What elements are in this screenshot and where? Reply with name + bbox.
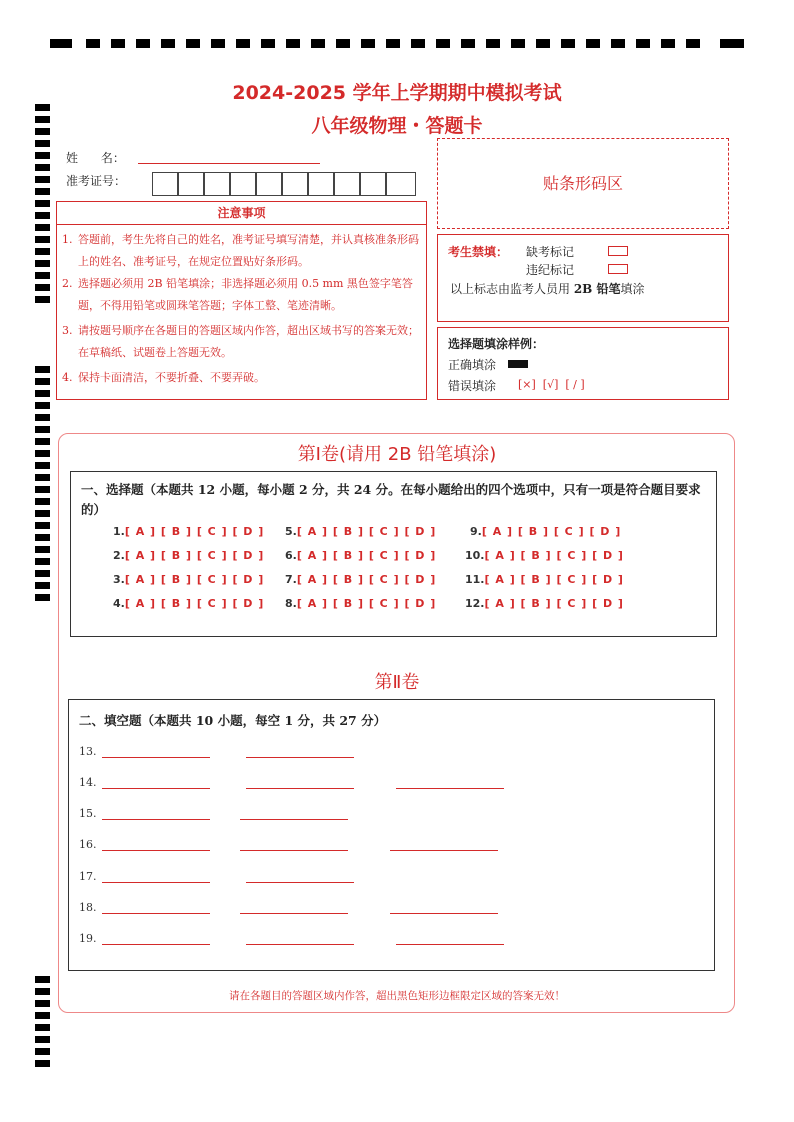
answer-blank[interactable] (390, 850, 498, 851)
answer-options[interactable]: [ A ] [ B ] [ C ] [ D ] (296, 525, 437, 538)
timing-mark (186, 39, 200, 48)
timing-mark (35, 582, 50, 589)
timing-mark (35, 522, 50, 529)
timing-mark (35, 390, 50, 397)
timing-mark (636, 39, 650, 48)
timing-mark (336, 39, 350, 48)
timing-mark (50, 39, 72, 48)
answer-blank[interactable] (246, 882, 354, 883)
timing-mark (561, 39, 575, 48)
exam-id-cell[interactable] (204, 172, 230, 196)
timing-mark (35, 140, 50, 147)
mc-question (113, 525, 264, 538)
answer-options[interactable]: [ A ] [ B ] [ C ] [ D ] (296, 549, 437, 562)
timing-mark (586, 39, 600, 48)
answer-blank[interactable] (102, 788, 210, 789)
timing-mark (35, 366, 50, 373)
question-number: 6. (285, 549, 297, 562)
timing-mark (35, 152, 50, 159)
timing-mark (35, 200, 50, 207)
fill-question-number: 16. (79, 838, 97, 851)
exam-id-cell[interactable] (178, 172, 204, 196)
timing-mark (35, 1012, 50, 1019)
mc-question (465, 549, 624, 562)
notice-item-number: 3. (62, 324, 73, 337)
timing-mark (35, 260, 50, 267)
timing-mark (35, 570, 50, 577)
fill-section-title: 二、填空题（本题共 10 小题，每空 1 分，共 27 分） (79, 713, 387, 728)
answer-options[interactable]: [ A ] [ B ] [ C ] [ D ] (124, 549, 265, 562)
timing-mark (35, 104, 50, 111)
notice-item-text: 请按题号顺序在各题目的答题区域内作答，超出区域书写的答案无效；在草稿纸、试题卷上答题无效。 (78, 324, 419, 359)
timing-mark (286, 39, 300, 48)
timing-mark (35, 414, 50, 421)
mc-question (285, 597, 436, 610)
timing-mark (86, 39, 100, 48)
timing-mark (386, 39, 400, 48)
question-number: 3. (113, 573, 125, 586)
timing-mark (536, 39, 550, 48)
notice-item-text: 保持卡面清洁，不要折叠、不要弄破。 (78, 371, 265, 384)
answer-blank[interactable] (102, 882, 210, 883)
answer-blank[interactable] (102, 913, 210, 914)
exam-id-cell[interactable] (256, 172, 282, 196)
timing-mark (35, 272, 50, 279)
notice-item-number: 1. (62, 233, 73, 246)
question-number: 11. (465, 573, 485, 586)
timing-mark (35, 558, 50, 565)
question-number: 4. (113, 597, 125, 610)
timing-mark (35, 212, 50, 219)
proctor-box (437, 234, 729, 322)
page-title: 2024-2025 学年上学期期中模拟考试 (232, 82, 562, 104)
fill-question-number: 13. (79, 745, 97, 758)
answer-blank[interactable] (240, 819, 348, 820)
answer-blank[interactable] (396, 944, 504, 945)
question-number: 2. (113, 549, 125, 562)
question-number: 9. (470, 525, 482, 538)
notice-item (62, 367, 424, 389)
timing-mark (35, 594, 50, 601)
timing-mark (35, 510, 50, 517)
mc-section-title: 一、选择题（本题共 12 小题，每小题 2 分，共 24 分。在每小题给出的四个选项中，只有一项是符合题目要求的） (81, 482, 701, 517)
proctor-note-suffix: 填涂 (620, 282, 645, 296)
barcode-label: 贴条形码区 (542, 174, 623, 193)
notice-item-text: 答题前，考生先将自己的姓名，准考证号填写清楚，并认真核准条形码上的姓名、准考证号，在规定位置贴好条形码。 (78, 233, 419, 268)
notice-item (62, 320, 424, 364)
fill-question-number: 14. (79, 776, 97, 789)
footer-warning: 请在各题目的答题区域内作答，超出黑色矩形边框限定区域的答案无效！ (229, 990, 565, 1002)
timing-mark (161, 39, 175, 48)
answer-blank[interactable] (396, 788, 504, 789)
mc-question (285, 573, 436, 586)
exam-id-cell[interactable] (360, 172, 386, 196)
mc-question (285, 525, 436, 538)
notice-item-number: 2. (62, 277, 73, 290)
timing-mark (35, 188, 50, 195)
page-subtitle: 八年级物理・答题卡 (311, 115, 483, 137)
fill-question-number: 19. (79, 932, 97, 945)
wrong-fill-samples: [×] [√] [ / ] (518, 378, 585, 391)
timing-mark (35, 1036, 50, 1043)
fill-question-number: 15. (79, 807, 97, 820)
timing-mark (35, 474, 50, 481)
timing-mark (311, 39, 325, 48)
timing-mark (35, 248, 50, 255)
answer-blank[interactable] (102, 944, 210, 945)
timing-mark (461, 39, 475, 48)
answer-options[interactable]: [ A ] [ B ] [ C ] [ D ] (124, 597, 265, 610)
answer-options[interactable]: [ A ] [ B ] [ C ] [ D ] (124, 525, 265, 538)
timing-mark (35, 534, 50, 541)
answer-blank[interactable] (240, 913, 348, 914)
question-number: 1. (113, 525, 125, 538)
proctor-note-prefix: 以上标志由监考人员用 (450, 282, 574, 296)
mc-question (113, 573, 264, 586)
proctor-title: 考生禁填： (448, 245, 509, 259)
answer-options[interactable]: [ A ] [ B ] [ C ] [ D ] (481, 525, 622, 538)
notice-item-text: 选择题必须用 2B 铅笔填涂；非选择题必须用 0.5 mm 黑色签字笔答题，不得用铅笔或圆珠笔答题；字体工整、笔迹清晰。 (78, 277, 413, 312)
notice-item (62, 229, 424, 273)
fill-question-number: 17. (79, 870, 97, 883)
sample-box (437, 327, 729, 400)
answer-options[interactable]: [ A ] [ B ] [ C ] [ D ] (484, 573, 624, 586)
timing-mark (35, 176, 50, 183)
mc-question (465, 597, 624, 610)
violation-mark-box[interactable] (608, 264, 628, 274)
timing-mark (35, 1048, 50, 1055)
absent-mark-box[interactable] (608, 246, 628, 256)
timing-mark (35, 284, 50, 291)
timing-mark (35, 1024, 50, 1031)
correct-fill-sample (508, 360, 528, 368)
answer-blank[interactable] (390, 913, 498, 914)
answer-options[interactable]: [ A ] [ B ] [ C ] [ D ] (296, 573, 437, 586)
exam-id-cell[interactable] (282, 172, 308, 196)
violation-label: 违纪标记 (526, 263, 575, 277)
timing-mark (511, 39, 525, 48)
mc-question (470, 525, 621, 538)
exam-id-label: 准考证号： (66, 174, 127, 188)
timing-mark (35, 426, 50, 433)
part1-title: 第Ⅰ卷(请用 2B 铅笔填涂) (297, 444, 497, 465)
timing-mark (611, 39, 625, 48)
answer-options[interactable]: [ A ] [ B ] [ C ] [ D ] (484, 549, 624, 562)
timing-mark (35, 378, 50, 385)
notice-item-number: 4. (62, 371, 73, 384)
answer-blank[interactable] (102, 757, 210, 758)
timing-mark (35, 546, 50, 553)
timing-mark (686, 39, 700, 48)
fill-section (68, 699, 715, 971)
mc-question (465, 573, 624, 586)
timing-mark (136, 39, 150, 48)
question-number: 10. (465, 549, 485, 562)
name-label: 姓 名： (66, 151, 125, 165)
correct-label: 正确填涂 (448, 358, 497, 372)
proctor-note-bold: 2B 铅笔 (573, 282, 621, 296)
exam-id-cell[interactable] (230, 172, 256, 196)
timing-mark (35, 224, 50, 231)
timing-mark (361, 39, 375, 48)
timing-mark (211, 39, 225, 48)
timing-mark (35, 1060, 50, 1067)
timing-mark (35, 402, 50, 409)
timing-mark (111, 39, 125, 48)
mc-question (285, 549, 436, 562)
answer-options[interactable]: [ A ] [ B ] [ C ] [ D ] (296, 597, 437, 610)
answer-blank[interactable] (102, 819, 210, 820)
question-number: 12. (465, 597, 485, 610)
timing-mark (35, 236, 50, 243)
barcode-area (437, 138, 729, 229)
part2-title: 第Ⅱ卷 (374, 672, 420, 693)
answer-blank[interactable] (240, 850, 348, 851)
answer-blank[interactable] (102, 850, 210, 851)
question-number: 5. (285, 525, 297, 538)
exam-id-cell[interactable] (386, 172, 416, 196)
timing-mark (411, 39, 425, 48)
wrong-label: 错误填涂 (448, 379, 497, 393)
timing-mark (236, 39, 250, 48)
timing-mark (35, 486, 50, 493)
timing-mark (486, 39, 500, 48)
question-number: 8. (285, 597, 297, 610)
exam-id-cell[interactable] (334, 172, 360, 196)
sample-title: 选择题填涂样例： (448, 337, 545, 351)
mc-question (113, 597, 264, 610)
exam-id-cell[interactable] (308, 172, 334, 196)
answer-blank[interactable] (246, 788, 354, 789)
answer-blank[interactable] (246, 757, 354, 758)
answer-blank[interactable] (246, 944, 354, 945)
timing-mark (661, 39, 675, 48)
proctor-note (450, 280, 645, 297)
timing-mark (720, 39, 744, 48)
question-number: 7. (285, 573, 297, 586)
mc-question (113, 549, 264, 562)
fill-question-number: 18. (79, 901, 97, 914)
answer-options[interactable]: [ A ] [ B ] [ C ] [ D ] (124, 573, 265, 586)
timing-mark (261, 39, 275, 48)
timing-mark (35, 296, 50, 303)
exam-id-cell[interactable] (152, 172, 178, 196)
timing-mark (35, 498, 50, 505)
notice-item (62, 273, 424, 317)
absent-label: 缺考标记 (526, 245, 575, 259)
name-field[interactable] (138, 163, 320, 164)
timing-mark (35, 164, 50, 171)
answer-options[interactable]: [ A ] [ B ] [ C ] [ D ] (484, 597, 624, 610)
notice-title: 注意事项 (57, 202, 426, 225)
timing-mark (35, 976, 50, 983)
timing-mark (436, 39, 450, 48)
